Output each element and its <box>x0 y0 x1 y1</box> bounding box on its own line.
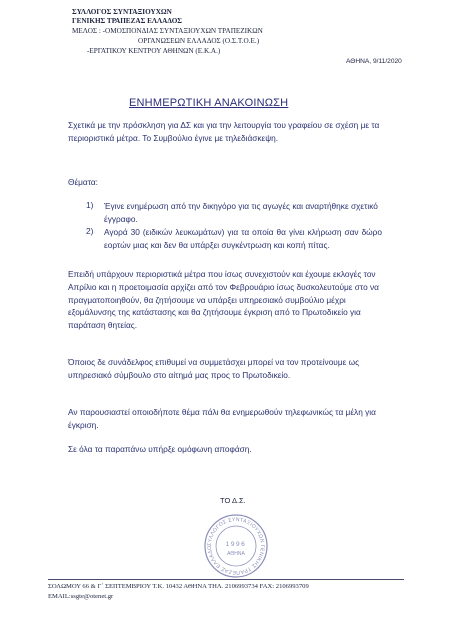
body-paragraph-4: Σε όλα τα παραπάνω υπήρξε ομόφωνη αποφάση. <box>68 444 252 454</box>
list-item-number: 1) <box>86 200 94 210</box>
organization-stamp <box>203 513 269 579</box>
body-paragraph-2: Όποιος δε συνάδελφος επιθυμεί να συμμετάσχει μπορεί να τον προτείνουμε ως υπηρεσιακό σύμβουλο στο αίτημά μας προς το Πρωτοδικείο. <box>68 357 360 380</box>
svg-text:ΑΘΗΝΑ: ΑΘΗΝΑ <box>227 551 245 557</box>
list-item-number: 2) <box>86 226 94 236</box>
footer-address: ΣΟΛΩΜΟΥ 66 & Γ΄ ΣΕΠΤΕΜΒΡΙΟΥ Τ.Κ. 10432 ΑΘΗΝΑ ΤΗΛ. 2106993734 FAX: 2106993709 <box>48 583 309 590</box>
list-item: Αγορά 30 (ειδικών λευκωμάτων) για τα οποία θα γίνει κλήρωση σαν δώρο εορτών μιας και δεν θα υπάρξει συγκέντρωση και κοπή πίτας. <box>104 227 382 250</box>
document-date: ΑΘΗΝΑ, 9/11/2020 <box>346 58 402 65</box>
body-paragraph-1: Επειδή υπάρχουν περιοριστικά μέτρα που ίσως συνεχιστούν και έχουμε εκλογές τον Απρίλιο και η προετοιμασία αρχίζει από τον Φεβρουάριο ίσως δυσκολευτούμε στο να πραγματοποιηθούν, θα ζητήσουμε να υπάρξει υπηρεσιακό συμβούλιο μέχρι εξομάλυνσης της κατάστασης και θα ζητήσουμε έγκριση από το Πρωτοδικείο για παράταση θητείας. <box>68 269 379 331</box>
membership-line3: -ΕΡΓΑΤΙΚΟΥ ΚΕΝΤΡΟΥ ΑΘΗΝΩΝ (Ε.Κ.Α.) <box>87 47 221 55</box>
document-title: ΕΝΗΜΕΡΩΤΙΚΗ ΑΝΑΚΟΙΝΩΣΗ <box>129 97 289 109</box>
body-paragraph-3: Αν παρουσιαστεί οποιοδήποτε θέμα πάλι θα ενημερωθούν τηλεφωνικώς τα μέλη για έγκριση. <box>68 407 376 430</box>
membership-line2: ΟΡΓΑΝΩΣΕΩΝ ΕΛΛΑΔΟΣ (Ο.Σ.Τ.Ο.Ε.) <box>138 37 260 45</box>
svg-text:1996: 1996 <box>225 541 247 548</box>
footer-divider <box>48 579 404 580</box>
org-name-line1: ΣΥΛΛΟΓΟΣ ΣΥΝΤΑΞΙΟΥΧΩΝ <box>72 8 172 16</box>
footer-email: EMAIL:ssgte@otenet.gr <box>48 593 114 600</box>
list-item: Έγινε ενημέρωση από την δικηγόρο για τις αγωγές και αναρτήθηκε σχετικό έγγραφο. <box>104 201 378 224</box>
membership-line1: ΜΕΛΟΣ : -ΟΜΟΣΠΟΝΔΙΑΣ ΣΥΝΤΑΞΙΟΥΧΩΝ ΤΡΑΠΕΖΙΚΩΝ <box>72 27 263 35</box>
intro-paragraph: Σχετικά με την πρόσκληση για ΔΣ και για την λειτουργία του γραφείου σε σχέση με τα περιοριστικά μέτρα. Το Συμβούλιο έγινε με τηλεδιάσκεψη. <box>68 120 380 143</box>
topics-label: Θέματα: <box>68 177 98 187</box>
org-name-line2: ΓΕΝΙΚΗΣ ΤΡΑΠΕΖΑΣ ΕΛΛΑΔΟΣ <box>72 17 182 25</box>
signature-label: ΤΟ Δ.Σ. <box>220 496 246 505</box>
svg-text:ΣΥΛΛΟΓΟΣ ΣΥΝΤΑΞΙΟΥΧΩΝ ΓΕΝΙΚΗΣ: ΣΥΛΛΟΓΟΣ ΣΥΝΤΑΞΙΟΥΧΩΝ ΓΕΝΙΚΗΣ ΤΡΑΠΕΖΑΣ ΕΛΛΑΔΟ <box>206 516 266 576</box>
